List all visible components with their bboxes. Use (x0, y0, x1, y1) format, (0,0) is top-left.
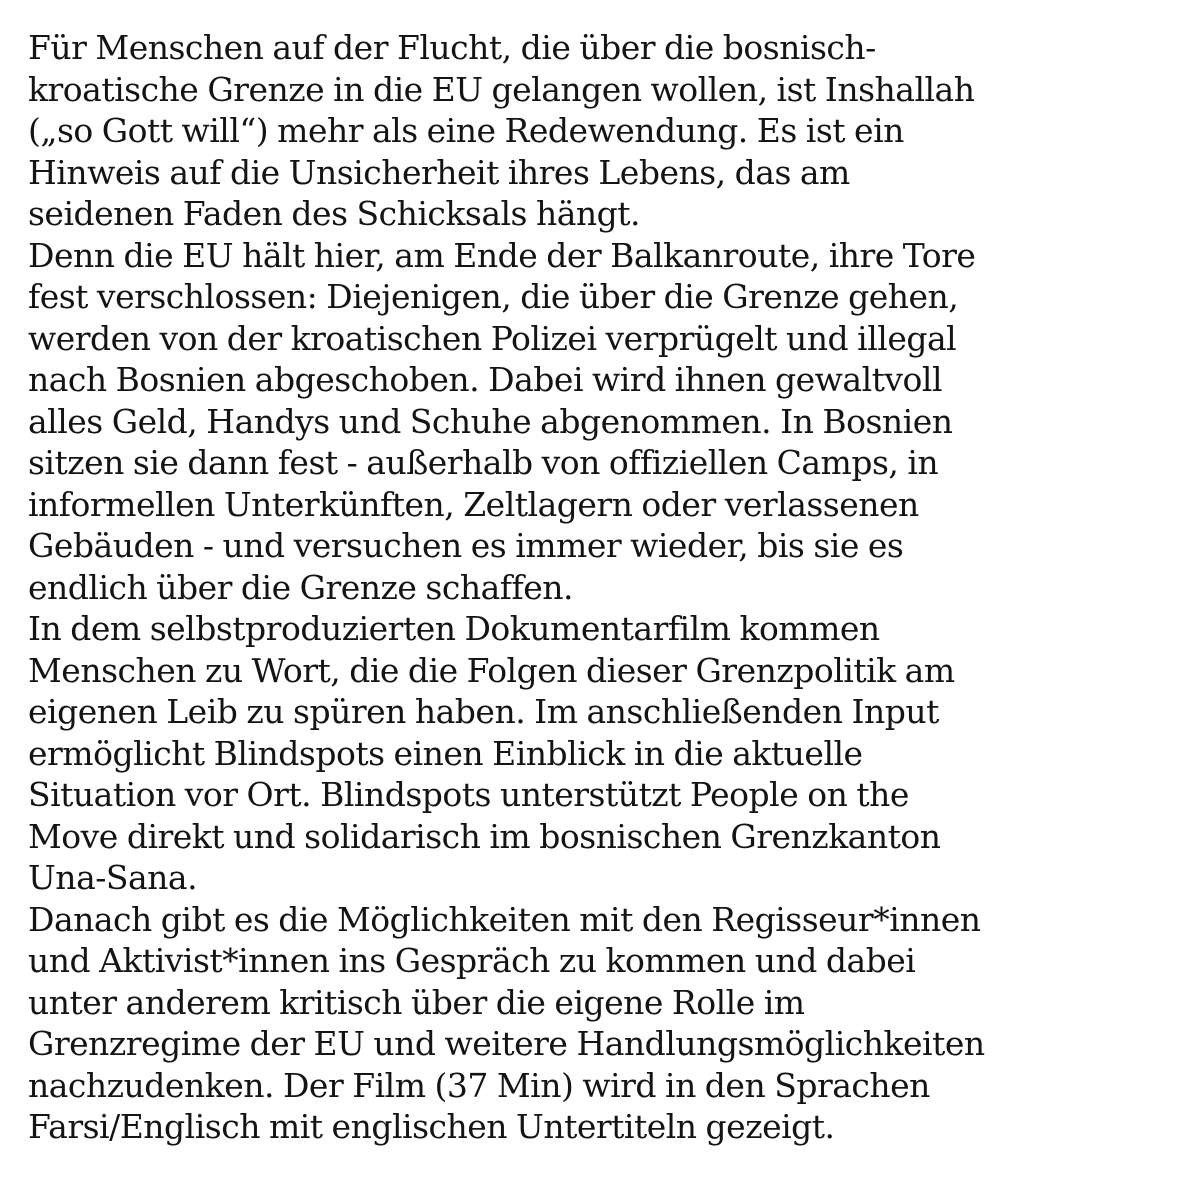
text-line: nach Bosnien abgeschoben. Dabei wird ihnen gewaltvoll (28, 360, 943, 399)
paragraph-flucht (28, 27, 1178, 235)
text-line: Una-Sana. (28, 858, 198, 897)
text-line: unter anderem kritisch über die eigene Rolle im (28, 982, 805, 1022)
paragraph-dokumentarfilm (28, 608, 1178, 899)
text-line: seidenen Faden des Schicksals hängt. (28, 194, 641, 233)
text-line: Grenzregime der EU und weitere Handlungsmöglichkeiten (28, 1024, 985, 1063)
text-line: fest verschlossen: Diejenigen, die über die Grenze gehen, (28, 277, 959, 316)
text-line: endlich über die Grenze schaffen. (28, 567, 573, 607)
text-line: Gebäuden - und versuchen es immer wieder, bis sie es (28, 526, 904, 565)
text-line: Danach gibt es die Möglichkeiten mit den Regisseur*innen (28, 899, 981, 939)
text-line: alles Geld, Handys und Schuhe abgenommen. In Bosnien (28, 401, 953, 441)
paragraph-gespraech (28, 899, 1178, 1148)
text-line: Situation vor Ort. Blindspots unterstützt People on the (28, 775, 909, 814)
text-line: ermöglicht Blindspots einen Einblick in die aktuelle (28, 733, 863, 773)
text-line: informellen Unterkünften, Zeltlagern oder verlassenen (28, 484, 919, 524)
text-line: Für Menschen auf der Flucht, die über die bosnisch- (28, 28, 876, 67)
text-line: werden von der kroatischen Polizei verprügelt und illegal (28, 318, 957, 358)
text-line: Move direkt und solidarisch im bosnischen Grenzkanton (28, 816, 941, 856)
text-line: sitzen sie dann fest - außerhalb von offiziellen Camps, in (28, 443, 939, 482)
text-line: nachzudenken. Der Film (37 Min) wird in den Sprachen (28, 1065, 930, 1105)
text-line: Farsi/Englisch mit englischen Untertiteln gezeigt. (28, 1107, 835, 1146)
text-line: („so Gott will“) mehr als eine Redewendung. Es ist ein (28, 111, 904, 150)
text-line: In dem selbstproduzierten Dokumentarfilm kommen (28, 609, 880, 648)
text-line: Denn die EU hält hier, am Ende der Balkanroute, ihre Tore (28, 235, 976, 275)
text-line: Hinweis auf die Unsicherheit ihres Lebens, das am (28, 152, 850, 192)
text-line: und Aktivist*innen ins Gespräch zu kommen und dabei (28, 941, 916, 980)
document-body (28, 27, 1178, 1148)
text-line: eigenen Leib zu spüren haben. Im anschließenden Input (28, 692, 939, 731)
paragraph-eu-grenze (28, 235, 1178, 609)
text-line: kroatische Grenze in die EU gelangen wollen, ist Inshallah (28, 69, 975, 109)
text-line: Menschen zu Wort, die die Folgen dieser Grenzpolitik am (28, 650, 955, 690)
